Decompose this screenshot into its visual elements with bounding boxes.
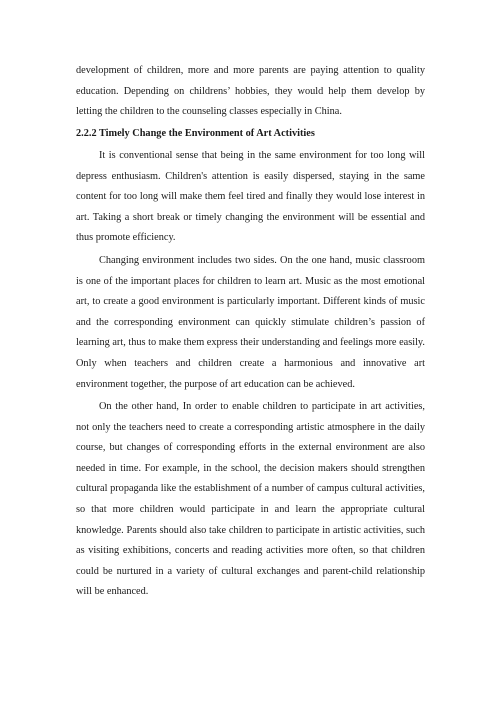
continued-paragraph: development of children, more and more parents are paying attention to quality education. Depending on childrens’ hobbies, they would help them develop by letting the children to the counseling classes especially in China. bbox=[76, 65, 425, 118]
continued-paragraph-block bbox=[76, 61, 425, 123]
section-heading-block bbox=[76, 124, 425, 145]
paragraph-3: On the other hand, In order to enable children to participate in art activities, not only the teachers need to create a corresponding artistic atmosphere in the daily course, but changes of corresponding efforts in the external environment are also needed in time. For example, in the school, the decision makers should strengthen cultural propaganda like the establishment of a number of campus cultural activities, so that more children would participate in and learn the appropriate cultural knowledge. Parents should also take children to participate in artistic activities, such as visiting exhibitions, concerts and reading activities more often, so that children could be nurtured in a variety of cultural exchanges and parent-child relationship will be enhanced. bbox=[76, 401, 425, 598]
paragraph-3-block bbox=[76, 397, 425, 603]
paragraph-2-block bbox=[76, 251, 425, 395]
paragraph-1: It is conventional sense that being in the same environment for too long will depress enthusiasm. Children's attention is easily dispersed, staying in the same content for too long will make them feel tired and finally they would lose interest in art. Taking a short break or timely changing the environment will be essential and thus promote efficiency. bbox=[76, 150, 425, 244]
section-heading: 2.2.2 Timely Change the Environment of Art Activities bbox=[76, 128, 315, 139]
paragraph-1-block bbox=[76, 146, 425, 249]
paragraph-2: Changing environment includes two sides. On the one hand, music classroom is one of the important places for children to learn art. Music as the most emotional art, to create a good environment is particularly important. Different kinds of music and the corresponding environment can quickly stimulate children’s passion of learning art, thus to make them express their understanding and feelings more easily. Only when teachers and children create a harmonious and innovative art environment together, the purpose of art education can be achieved. bbox=[76, 255, 425, 390]
